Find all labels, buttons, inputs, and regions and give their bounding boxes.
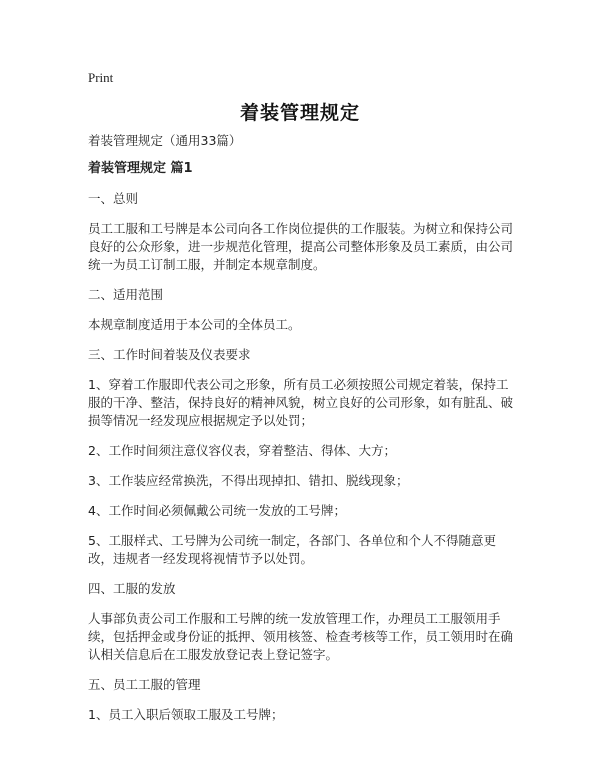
heading-management: 五、员工工服的管理 — [88, 677, 201, 692]
rule-item-5: 5、工服样式、工号牌为公司统一制定，各部门、各单位和个人不得随意更改，违规者一经发现将视情节予以处罚。 — [88, 533, 496, 566]
page-title: 着装管理规定 — [239, 102, 360, 124]
heading-general: 一、总则 — [88, 191, 139, 206]
heading-scope: 二、适用范围 — [88, 287, 164, 302]
management-item-1: 1、员工入职后领取工服及工号牌； — [88, 707, 284, 722]
document-body — [88, 132, 518, 736]
rule-item-4: 4、工作时间必须佩戴公司统一发放的工号牌； — [88, 503, 346, 518]
rule-item-1: 1、穿着工作服即代表公司之形象，所有员工必须按照公司规定着装，保持工服的干净、整洁，保持良好的精神风貌，树立良好的公司形象，如有脏乱、破损等情况一经发现应根据规定予以处罚； — [88, 377, 514, 428]
rule-item-2: 2、工作时间须注意仪容仪表，穿着整洁、得体、大方； — [88, 443, 396, 458]
heading-dress-requirements: 三、工作时间着装及仪表要求 — [88, 347, 251, 362]
paragraph-scope: 本规章制度适用于本公司的全体员工。 — [88, 317, 301, 332]
section-heading: 着装管理规定 篇1 — [88, 161, 193, 176]
paragraph-distribution: 人事部负责公司工作服和工号牌的统一发放管理工作，办理员工工服领用手续，包括押金或身份证的抵押、领用核签、检查考核等工作，员工领用时在确认相关信息后在工服发放登记表上登记签字。 — [88, 611, 514, 662]
rule-item-3: 3、工作装应经常换洗，不得出现掉扣、错扣、脱线现象； — [88, 473, 409, 488]
paragraph-general: 员工工服和工号牌是本公司向各工作岗位提供的工作服装。为树立和保持公司良好的公众形象，进一步规范化管理，提高公司整体形象及员工素质，由公司统一为员工订制工服，并制定本规章制度。 — [88, 221, 514, 272]
document-subtitle: 着装管理规定（通用33篇） — [88, 133, 242, 148]
heading-distribution: 四、工服的发放 — [88, 581, 176, 596]
print-label[interactable]: Print — [88, 70, 114, 85]
